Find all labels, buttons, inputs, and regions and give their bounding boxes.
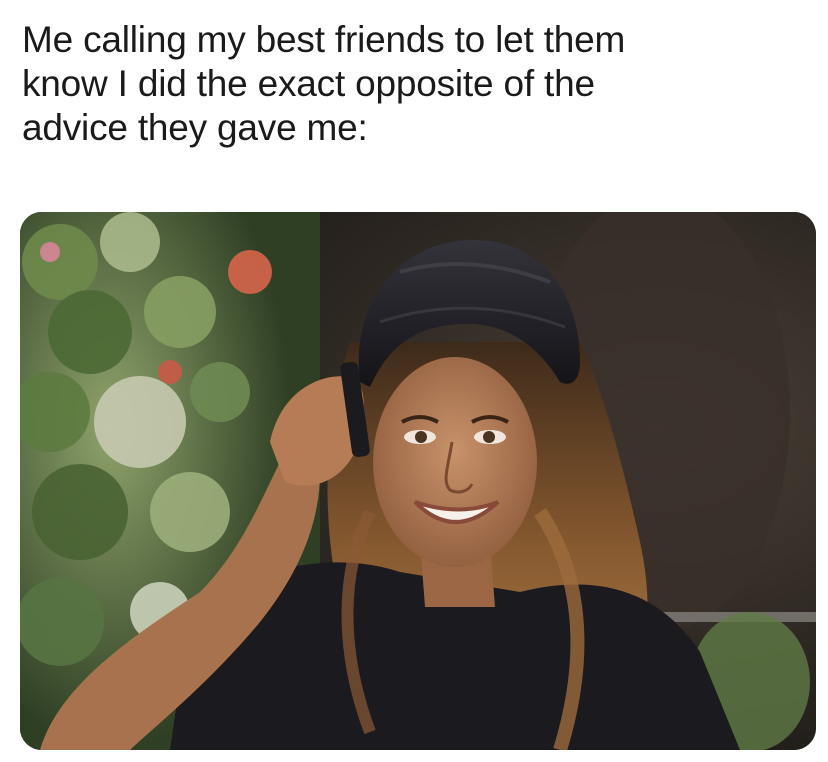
meme-caption: [22, 18, 802, 150]
face: [373, 357, 537, 567]
caption-line-1: Me calling my best friends to let them: [22, 19, 626, 60]
caption-line-3: advice they gave me:: [22, 107, 368, 148]
caption-line-2: know I did the exact opposite of the: [22, 63, 595, 104]
photo-illustration: [20, 212, 816, 750]
meme-photo: [20, 212, 816, 750]
